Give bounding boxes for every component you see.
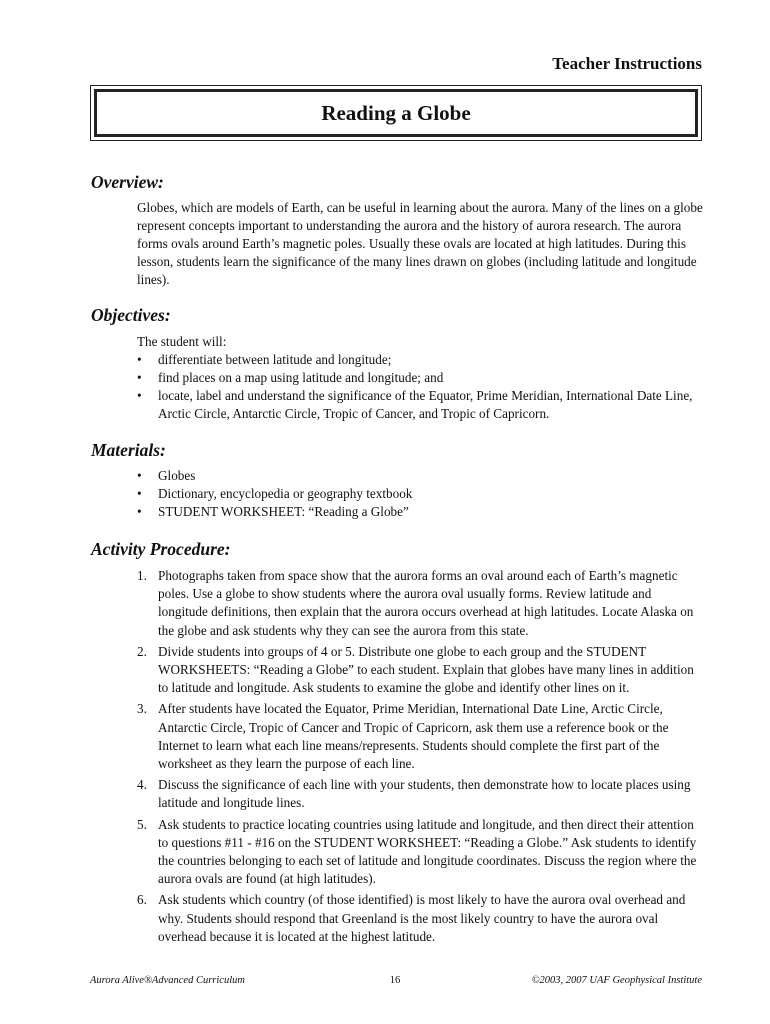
- step-number: 4.: [137, 777, 147, 793]
- list-item: [137, 776, 703, 812]
- material-text: STUDENT WORKSHEET: “Reading a Globe”: [158, 504, 409, 519]
- list-item: [137, 567, 703, 640]
- objectives-intro: The student will:: [137, 334, 227, 349]
- objective-text: differentiate between latitude and longitude;: [158, 352, 392, 367]
- footer-copyright: ©2003, 2007 UAF Geophysical Institute: [531, 975, 702, 986]
- step-number: 3.: [137, 701, 147, 717]
- objective-text: find places on a map using latitude and longitude; and: [158, 370, 444, 385]
- materials-heading: Materials:: [91, 440, 166, 460]
- header-label: Teacher Instructions: [552, 54, 702, 73]
- step-text: Discuss the significance of each line with your students, then demonstrate how to locate places using latitude and longitude lines.: [158, 777, 691, 811]
- bullet-icon: •: [137, 504, 142, 519]
- bullet-icon: •: [137, 468, 142, 483]
- page-title: Reading a Globe: [94, 89, 698, 137]
- bullet-icon: •: [137, 388, 142, 403]
- step-text: Ask students which country (of those identified) is most likely to have the aurora oval overhead and why. Students should respond that Greenland is the most likely country to have the aurora oval overhead because it is located at the highest latitude.: [158, 892, 686, 944]
- procedure-heading: Activity Procedure:: [91, 539, 231, 559]
- bullet-icon: •: [137, 352, 142, 367]
- bullet-icon: •: [137, 486, 142, 501]
- step-number: 6.: [137, 892, 147, 908]
- list-item: [137, 891, 703, 946]
- list-item: [137, 485, 703, 503]
- material-text: Globes: [158, 468, 196, 483]
- step-text: After students have located the Equator, Prime Meridian, International Date Line, Arctic Circle, Antarctic Circle, Tropic of Cancer and Tropic of Capricorn, ask them use a reference book or the Internet to learn what each line means/represents. Students should complete the first part of the worksheet as they learn the purpose of each line.: [158, 701, 669, 772]
- objectives-list: [137, 351, 703, 423]
- page-number: 16: [389, 975, 401, 986]
- overview-heading: Overview:: [91, 172, 164, 192]
- list-item: [137, 467, 703, 485]
- title-box: [90, 85, 702, 141]
- list-item: [137, 387, 703, 423]
- list-item: [137, 816, 703, 889]
- overview-text: Globes, which are models of Earth, can be useful in learning about the aurora. Many of the lines on a globe represent concepts important to understanding the aurora and the history of aurora research. The aurora forms ovals around Earth’s magnetic poles. Usually these ovals are located at high latitudes. During this lesson, students learn the significance of the many lines drawn on globes (including latitude and longitude lines).: [137, 200, 703, 287]
- step-text: Divide students into groups of 4 or 5. Distribute one globe to each group and the STUDENT WORKSHEETS: “Reading a Globe” to each student. Explain that globes have many lines in addition to latitude and longitude. Ask students to examine the globe and identify other lines on it.: [158, 643, 694, 696]
- material-text: Dictionary, encyclopedia or geography textbook: [158, 486, 413, 501]
- footer-curriculum: Aurora Alive®Advanced Curriculum: [90, 975, 245, 986]
- list-item: [137, 643, 703, 698]
- bullet-icon: •: [137, 370, 142, 385]
- list-item: [137, 503, 703, 521]
- objectives-heading: Objectives:: [91, 305, 171, 325]
- materials-list: [137, 467, 703, 521]
- list-item: [137, 351, 703, 369]
- list-item: [137, 700, 703, 773]
- step-text: Photographs taken from space show that the aurora forms an oval around each of Earth’s magnetic poles. Use a globe to show students where the aurora oval usually forms. Review latitude and longitude definitions, then explain that the aurora occurs overhead at high latitudes. Locate Alaska on the globe and ask students why they can see the aurora from this state.: [158, 568, 694, 638]
- step-number: 1.: [137, 568, 147, 583]
- step-number: 2.: [137, 643, 147, 659]
- step-text: Ask students to practice locating countries using latitude and longitude, and then direct their attention to questions #11 - #16 on the STUDENT WORKSHEET: “Reading a Globe.” Ask students to identify the countries belonging to each set of latitude and longitude coordinates. Discuss the region where the aurora ovals are found (at high latitudes).: [158, 816, 697, 887]
- step-number: 5.: [137, 816, 147, 832]
- list-item: [137, 369, 703, 387]
- objective-text: locate, label and understand the significance of the Equator, Prime Meridian, International Date Line, Arctic Circle, Antarctic Circle, Tropic of Cancer, and Tropic of Capricorn.: [158, 388, 693, 421]
- procedure-list: [137, 567, 703, 949]
